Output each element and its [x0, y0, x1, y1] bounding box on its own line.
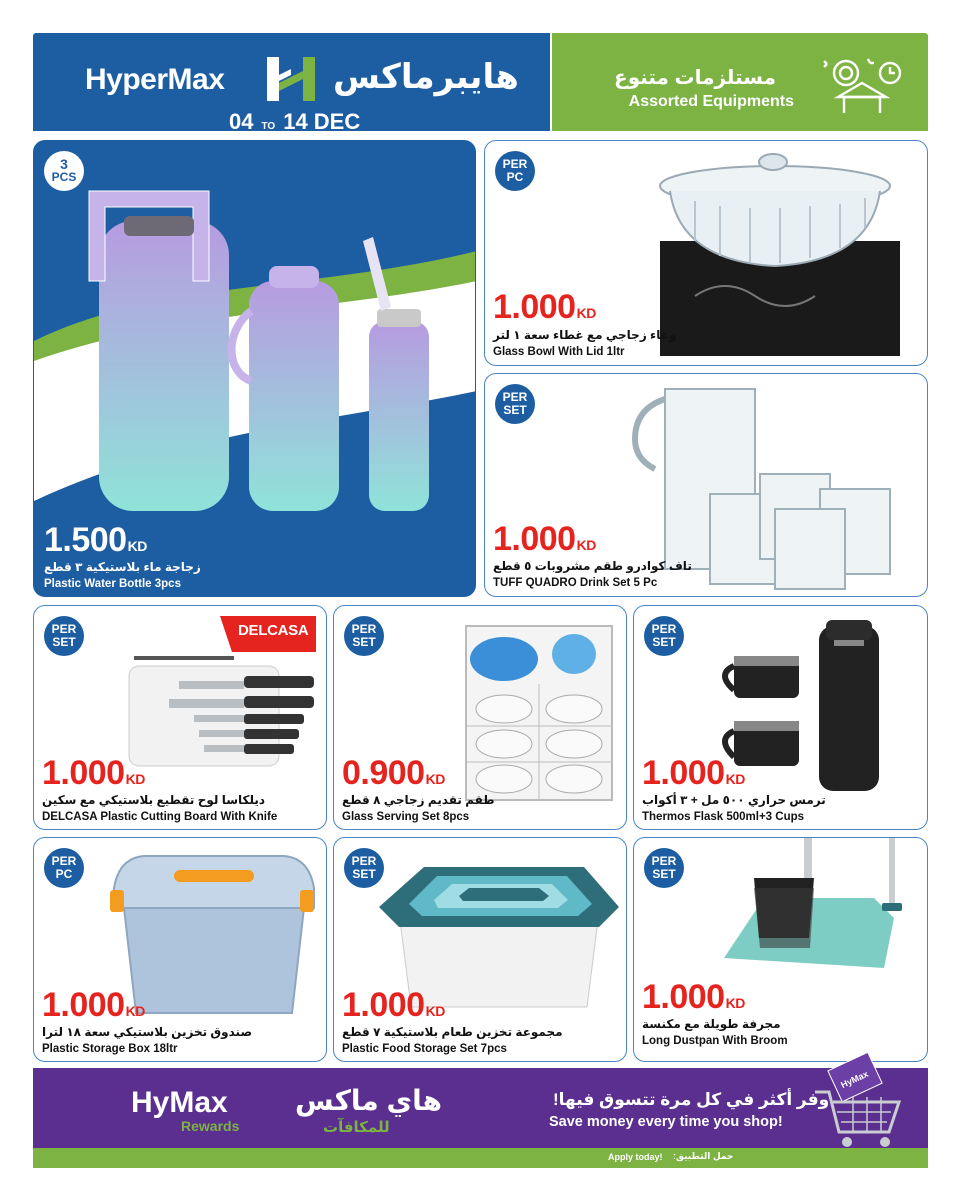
product-name-en: TUFF QUADRO Drink Set 5 Pc — [493, 577, 658, 589]
price-value: 1.000 — [493, 520, 576, 558]
product-card-food-storage[interactable] — [333, 837, 627, 1062]
price — [44, 521, 147, 560]
product-card-serving-set[interactable] — [333, 605, 627, 830]
price-value: 1.000 — [642, 978, 725, 1016]
badge-line2: SET — [52, 635, 76, 649]
product-name-en: DELCASA Plastic Cutting Board With Knife — [42, 811, 278, 823]
pack-badge — [44, 151, 84, 191]
kitchen-equipment-icon — [816, 51, 908, 117]
price-value: 1.000 — [42, 754, 125, 792]
save-slogan-en: Save money every time you shop! — [549, 1114, 783, 1130]
product-card-thermos[interactable] — [633, 605, 928, 830]
pack-badge — [644, 848, 684, 888]
badge-line2: PC — [506, 170, 524, 184]
product-name-ar: طقم تقديم زجاجي ٨ قطع — [342, 793, 495, 807]
product-card-cutting-board[interactable] — [33, 605, 327, 830]
cart-card-text: HyMax — [839, 1068, 870, 1091]
currency: KD — [425, 771, 445, 787]
product-name-en: Plastic Storage Box 18ltr — [42, 1043, 178, 1055]
product-card-glass-bowl[interactable] — [484, 140, 928, 366]
delcasa-brand-tag: DELCASA — [232, 616, 316, 652]
currency: KD — [725, 995, 745, 1011]
price — [42, 754, 145, 793]
date-from: 04 — [229, 109, 254, 134]
rewards-brand-ar: هاي ماكس — [295, 1085, 443, 1116]
product-name-ar: زجاجة ماء بلاستيكية ٣ قطع — [44, 560, 201, 574]
currency: KD — [127, 538, 147, 554]
pack-badge — [495, 384, 535, 424]
price-value: 1.000 — [342, 986, 425, 1024]
badge-line1: PER — [51, 622, 77, 636]
badge-line2: PCS — [51, 170, 77, 184]
product-name-en: Glass Serving Set 8pcs — [342, 811, 470, 823]
download-app-text-ar: حمل التطبيق: — [673, 1151, 734, 1161]
product-name-en: Plastic Food Storage Set 7pcs — [342, 1043, 507, 1055]
date-to-word: TO — [261, 121, 276, 132]
currency: KD — [725, 771, 745, 787]
product-name-ar: صندوق تخزين بلاستيكي سعة ١٨ لترا — [42, 1025, 253, 1039]
rewards-subtitle-en: Rewards — [181, 1118, 240, 1134]
product-card-storage-box[interactable] — [33, 837, 327, 1062]
price — [342, 754, 445, 793]
header-brand-panel — [33, 33, 550, 134]
badge-line1: 3 — [60, 156, 68, 172]
pack-badge — [644, 616, 684, 656]
currency: KD — [425, 1003, 445, 1019]
product-name-ar: تاف كوادرو طقم مشروبات ٥ قطع — [493, 559, 692, 573]
currency: KD — [576, 537, 596, 553]
product-name-en: Plastic Water Bottle 3pcs — [44, 578, 181, 590]
price-value: 1.000 — [42, 986, 125, 1024]
price — [342, 986, 445, 1025]
product-name-ar: ديلكاسا لوح تقطيع بلاستيكي مع سكين — [42, 793, 266, 807]
badge-line2: SET — [352, 635, 376, 649]
app-download-strip[interactable] — [33, 1148, 928, 1168]
price — [42, 986, 145, 1025]
date-to: 14 DEC — [283, 109, 361, 134]
price-value: 1.000 — [493, 288, 576, 326]
product-name-ar: وعاء زجاجي مع غطاء سعة ١ لتر — [493, 328, 677, 342]
knife-set-icon — [124, 651, 324, 771]
glass-bowl-icon — [655, 146, 905, 361]
offer-dates — [229, 109, 360, 135]
product-name-ar: مجرفة طويلة مع مكنسة — [642, 1017, 781, 1031]
currency: KD — [125, 1003, 145, 1019]
dustpan-broom-icon — [714, 838, 914, 998]
rewards-brand-en: HyMax — [131, 1086, 228, 1119]
price — [493, 520, 596, 559]
product-name-en: Glass Bowl With Lid 1ltr — [493, 346, 625, 358]
price — [642, 978, 745, 1017]
product-card-drink-set[interactable] — [484, 373, 928, 597]
price-value: 1.000 — [642, 754, 725, 792]
product-name-en: Thermos Flask 500ml+3 Cups — [642, 811, 805, 823]
pack-badge — [344, 616, 384, 656]
serving-set-icon — [464, 624, 614, 802]
badge-line1: PER — [502, 157, 528, 171]
product-name-ar: مجموعة تخزين طعام بلاستيكية ٧ قطع — [342, 1025, 563, 1039]
badge-line1: PER — [651, 622, 677, 636]
price — [642, 754, 745, 793]
price-value: 0.900 — [342, 754, 425, 792]
badge-line2: SET — [652, 867, 676, 881]
water-bottles-icon — [79, 181, 449, 511]
price — [493, 288, 596, 327]
product-name-ar: ترمس حراري ٥٠٠ مل + ٣ أكواب — [642, 793, 826, 807]
currency: KD — [576, 305, 596, 321]
brand-name-ar: هايبرماكس — [333, 58, 519, 96]
price-value: 1.500 — [44, 521, 127, 559]
badge-line1: PER — [502, 390, 528, 404]
product-card-water-bottles[interactable] — [33, 140, 476, 597]
brand-name-en: HyperMax — [85, 63, 225, 96]
currency: KD — [125, 771, 145, 787]
product-card-dustpan[interactable] — [633, 837, 928, 1062]
apply-today-text: Apply today! — [608, 1152, 663, 1162]
category-title-en: Assorted Equipments — [628, 93, 794, 110]
badge-line1: PER — [351, 854, 377, 868]
badge-line1: PER — [351, 622, 377, 636]
save-slogan-ar: وفر أكثر في كل مرة تتسوق فيها! — [553, 1090, 830, 1109]
badge-line1: PER — [651, 854, 677, 868]
pack-badge — [495, 151, 535, 191]
product-name-en: Long Dustpan With Broom — [642, 1035, 788, 1047]
rewards-subtitle-ar: للمكافآت — [323, 1119, 390, 1136]
badge-line2: SET — [503, 403, 527, 417]
badge-line2: SET — [352, 867, 376, 881]
category-title-ar: مستلزمات متنوع — [614, 67, 776, 89]
rewards-banner[interactable] — [33, 1068, 928, 1148]
header-category-panel — [552, 33, 928, 131]
shopping-cart-icon — [803, 1052, 913, 1162]
badge-line2: SET — [652, 635, 676, 649]
hypermax-logo-icon — [261, 55, 321, 103]
pack-badge — [44, 848, 84, 888]
pack-badge — [44, 616, 84, 656]
badge-line2: PC — [55, 867, 73, 881]
badge-line1: PER — [51, 854, 77, 868]
